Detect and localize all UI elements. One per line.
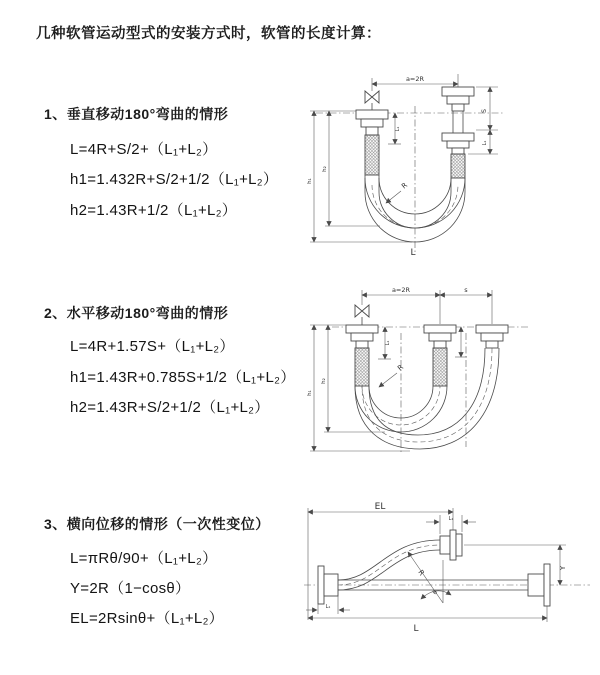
valve-icon	[365, 91, 379, 110]
page-title: 几种软管运动型式的安装方式时，软管的长度计算：	[36, 26, 381, 42]
dim-h1-label: h₁	[307, 390, 313, 396]
section2-formula-h1: h1=1.43R+0.785S+1/2（L₁+L₂）	[70, 369, 296, 386]
dim-s-label: S	[481, 109, 488, 113]
left-hose-fitting	[346, 325, 378, 386]
section1-formula-l: L=4R+S/2+（L₁+L₂）	[70, 141, 218, 158]
section2-formula-l: L=4R+1.57S+（L₁+L₂）	[70, 338, 235, 355]
dim-l1-right-label: L₁	[482, 140, 488, 146]
dim-a2r-label: a=2R	[405, 75, 425, 83]
dim-l1-bottom-label: L₁	[325, 604, 331, 610]
braided-hose-section	[365, 135, 379, 175]
valve-icon	[355, 305, 369, 325]
middle-hose-fitting	[424, 325, 456, 386]
hose-s-curve	[338, 540, 440, 590]
dimension-l1-bottom	[306, 596, 350, 614]
section3-formula-l: L=πRθ/90+（L₁+L₂）	[70, 550, 218, 567]
right-hose-fitting	[442, 87, 474, 178]
section3-formula-y: Y=2R（1−cosθ）	[70, 580, 191, 597]
radius-label: R	[400, 181, 410, 191]
dim-l1-label: L₁	[385, 340, 391, 346]
upper-flange-displaced	[440, 530, 462, 560]
dimension-l1-left	[388, 113, 401, 144]
dim-l1-left-label: L₁	[395, 126, 401, 132]
length-label: L	[410, 248, 416, 258]
dim-h2-label: h₂	[322, 166, 328, 172]
braided-hose-section	[355, 348, 369, 386]
section2-formula-h2: h2=1.43R+S/2+1/2（L₁+L₂）	[70, 399, 270, 416]
dim-y-label: Y	[559, 565, 567, 571]
radius-annotation	[386, 181, 409, 203]
section3-formula-el: EL=2Rsinθ+（L₁+L₂）	[70, 610, 224, 627]
angle-theta-annotation	[408, 552, 451, 603]
dim-el-label: EL	[374, 502, 386, 512]
braided-hose-section	[451, 154, 465, 178]
angle-theta-label: θ	[431, 588, 440, 597]
braided-hose-section	[433, 348, 447, 386]
section2-heading: 2、水平移动180°弯曲的情形	[44, 305, 229, 321]
diagram-vertical-180-bend	[300, 66, 590, 258]
dim-l1-top-label: L₁	[448, 516, 454, 522]
radius-label: R	[396, 363, 406, 373]
diagram-horizontal-180-bend	[300, 281, 590, 461]
left-hose-fitting	[356, 110, 388, 175]
hose-u-bend-displaced	[355, 348, 499, 449]
dimension-a2r	[362, 286, 492, 324]
section1-heading: 1、垂直移动180°弯曲的情形	[44, 106, 229, 122]
section1-formula-h2: h2=1.43R+1/2（L₁+L₂）	[70, 202, 238, 219]
dimension-el	[308, 502, 453, 620]
radius-label: R	[416, 568, 426, 578]
right-hose-fitting-displaced	[476, 325, 508, 348]
section3-heading: 3、横向位移的情形（一次性变位）	[44, 516, 270, 532]
section1-formula-h1: h1=1.432R+S/2+1/2（L₁+L₂）	[70, 171, 279, 188]
right-flange	[528, 564, 550, 606]
dim-s-label: s	[464, 286, 468, 294]
left-flange	[318, 566, 338, 604]
diagram-lateral-displacement	[298, 500, 598, 645]
dimension-s	[468, 87, 498, 154]
dim-h1-label: h₁	[307, 178, 313, 184]
dim-l-label: L	[413, 624, 419, 634]
dim-a2r-label: a=2R	[391, 286, 411, 294]
dimension-y	[464, 545, 567, 585]
dim-h2-label: h₂	[321, 378, 327, 384]
